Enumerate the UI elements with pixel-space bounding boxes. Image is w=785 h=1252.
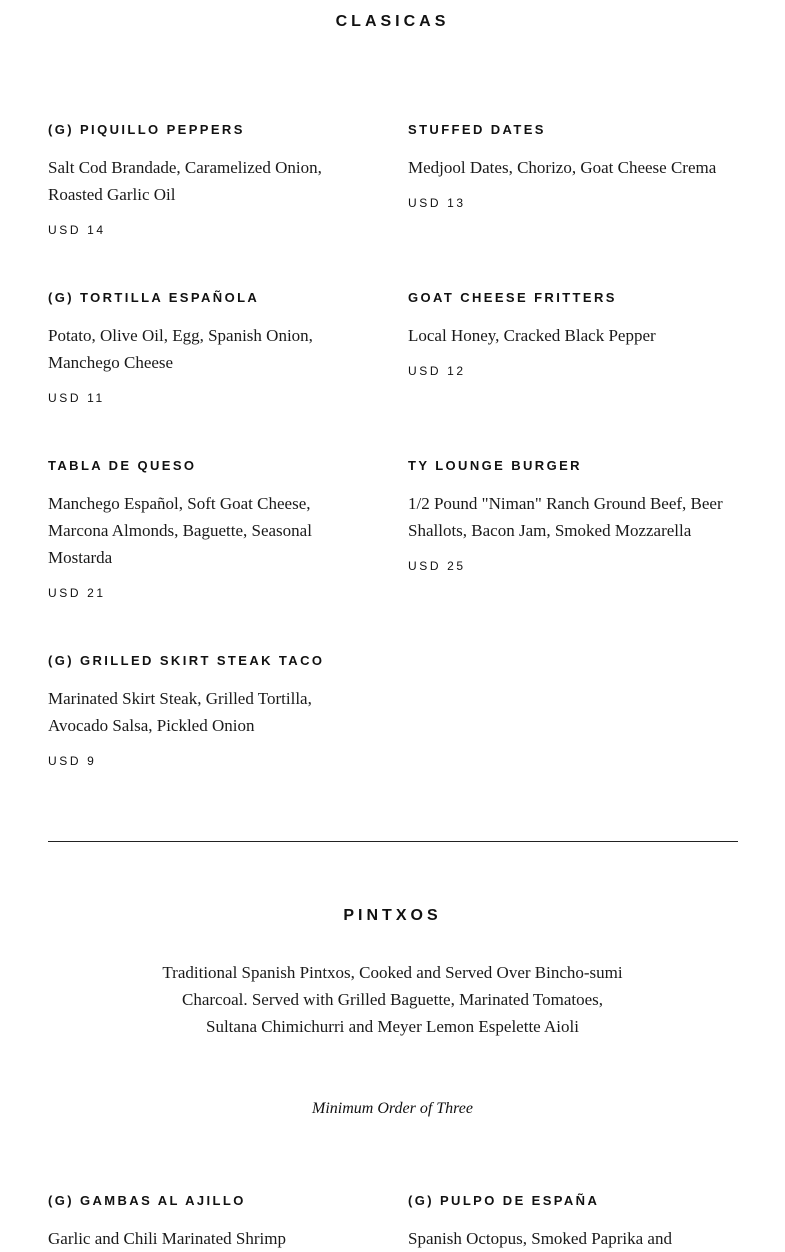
item-price: USD 21 [48, 586, 106, 600]
item-description: Spanish Octopus, Smoked Paprika and [408, 1229, 672, 1248]
item-name: (G) PULPO DE ESPAÑA [408, 1193, 600, 1208]
item-price: USD 11 [48, 391, 105, 405]
menu-item-tortilla-espanola [48, 290, 368, 405]
minimum-order-note: Minimum Order of Three [311, 1100, 474, 1117]
item-name: TABLA DE QUESO [48, 458, 197, 473]
item-description: Marinated Skirt Steak, Grilled Tortilla, Avocado Salsa, Pickled Onion [48, 689, 312, 735]
item-price: USD 12 [408, 364, 466, 378]
item-name: (G) GRILLED SKIRT STEAK TACO [48, 653, 325, 668]
section-title-pintxos: PINTXOS [343, 907, 442, 924]
item-description: Medjool Dates, Chorizo, Goat Cheese Crema [408, 158, 717, 177]
menu-item-stuffed-dates [408, 122, 728, 210]
item-name: (G) GAMBAS AL AJILLO [48, 1193, 246, 1208]
section-intro: Traditional Spanish Pintxos, Cooked and Served Over Bincho-sumi Charcoal. Served with Grilled Baguette, Marinated Tomatoes, Sultana Chimichurri and Meyer Lemon Espelette Aioli [162, 963, 623, 1036]
menu-item-gambas-al-ajillo [48, 1193, 368, 1252]
item-price: USD 25 [408, 559, 466, 573]
item-description: Garlic and Chili Marinated Shrimp [48, 1229, 286, 1248]
item-name: GOAT CHEESE FRITTERS [408, 290, 617, 305]
menu-item-piquillo-peppers [48, 122, 368, 237]
item-price: USD 14 [48, 223, 106, 237]
menu-item-goat-cheese-fritters [408, 290, 728, 378]
item-name: STUFFED DATES [408, 122, 546, 137]
item-description: Manchego Español, Soft Goat Cheese, Marcona Almonds, Baguette, Seasonal Mostarda [48, 494, 312, 567]
menu-item-grilled-skirt-steak-taco [48, 653, 368, 768]
item-description: Salt Cod Brandade, Caramelized Onion, Roasted Garlic Oil [48, 158, 322, 204]
item-description: Potato, Olive Oil, Egg, Spanish Onion, Manchego Cheese [48, 326, 313, 372]
section-divider [48, 841, 738, 842]
item-price: USD 13 [408, 196, 466, 210]
item-name: (G) TORTILLA ESPAÑOLA [48, 290, 260, 305]
section-title-clasicas: CLASICAS [335, 13, 450, 30]
menu-item-pulpo-de-espana [408, 1193, 728, 1252]
item-description: 1/2 Pound "Niman" Ranch Ground Beef, Beer Shallots, Bacon Jam, Smoked Mozzarella [408, 494, 723, 540]
menu-item-ty-lounge-burger [408, 458, 728, 573]
menu-item-tabla-de-queso [48, 458, 368, 600]
item-description: Local Honey, Cracked Black Pepper [408, 326, 656, 345]
item-name: (G) PIQUILLO PEPPERS [48, 122, 245, 137]
item-name: TY LOUNGE BURGER [408, 458, 582, 473]
item-price: USD 9 [48, 754, 97, 768]
